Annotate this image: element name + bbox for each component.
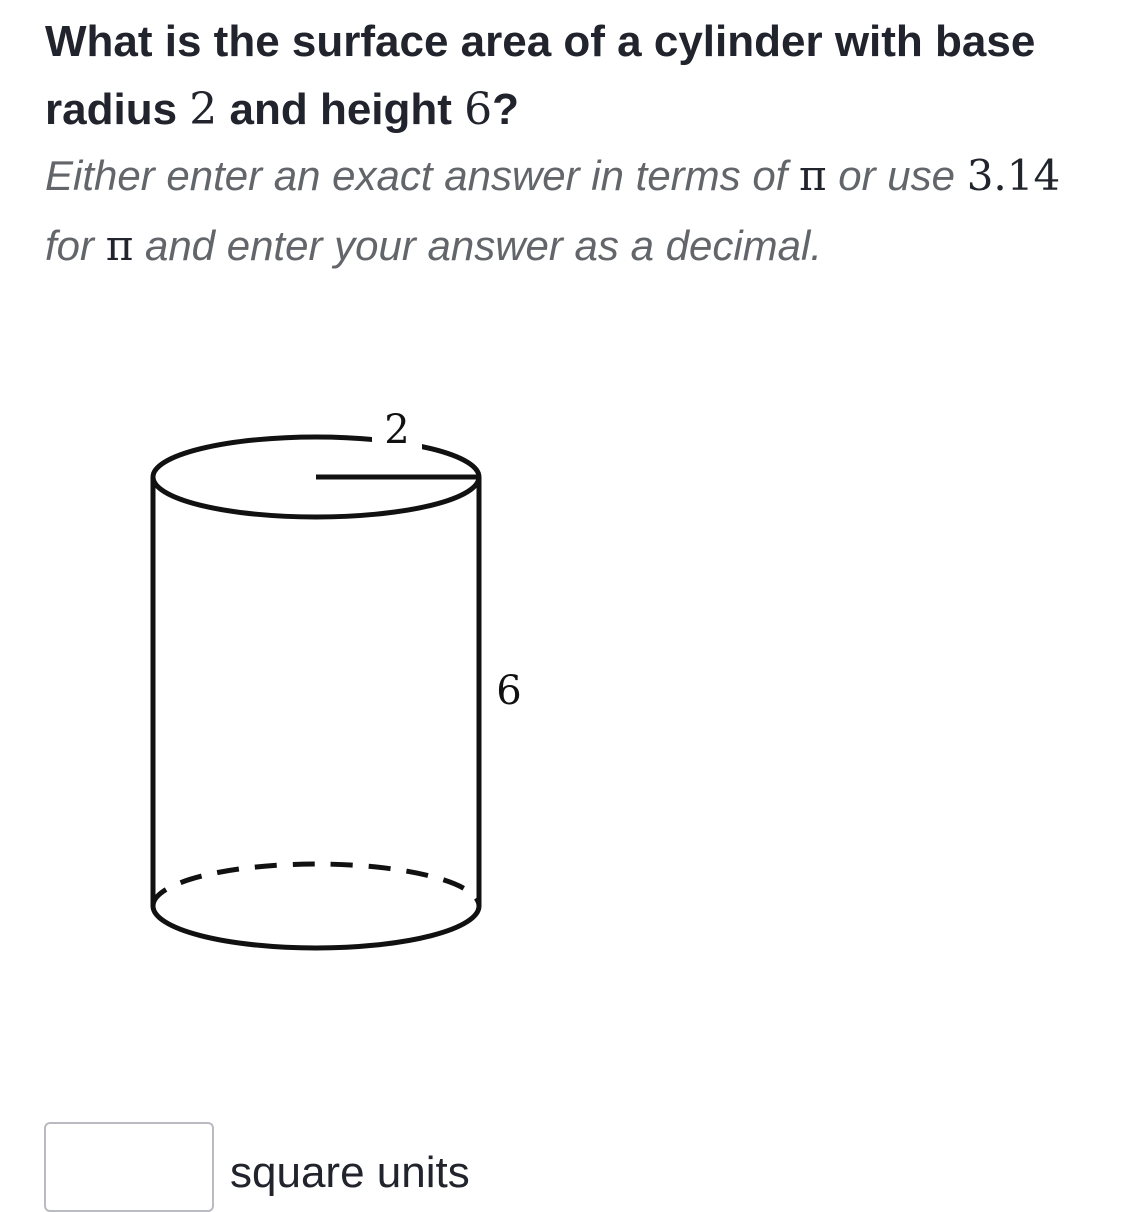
answer-input[interactable]	[44, 1122, 214, 1212]
answer-units: square units	[230, 1148, 470, 1197]
height-label: 6	[496, 668, 522, 714]
question-text: and height	[217, 85, 465, 134]
pi-approximation: 3.14	[966, 151, 1061, 200]
cylinder-bottom-front-edge	[153, 906, 479, 948]
radius-value: 2	[189, 84, 218, 135]
instructions-text: Either enter an exact answer in terms of	[45, 152, 800, 199]
height-value: 6	[464, 84, 493, 135]
cylinder-bottom-hidden-edge	[153, 864, 479, 906]
radius-label: 2	[384, 407, 410, 453]
instructions-text: and enter your answer as a decimal.	[133, 222, 822, 269]
question-text: ?	[492, 85, 520, 134]
pi-symbol: π	[799, 151, 827, 200]
pi-symbol: π	[105, 221, 134, 270]
instructions-text: for	[45, 222, 106, 269]
question-text: What is the surface area of a cylinder with base radius	[45, 17, 1036, 134]
instructions-text: or use	[826, 152, 967, 199]
